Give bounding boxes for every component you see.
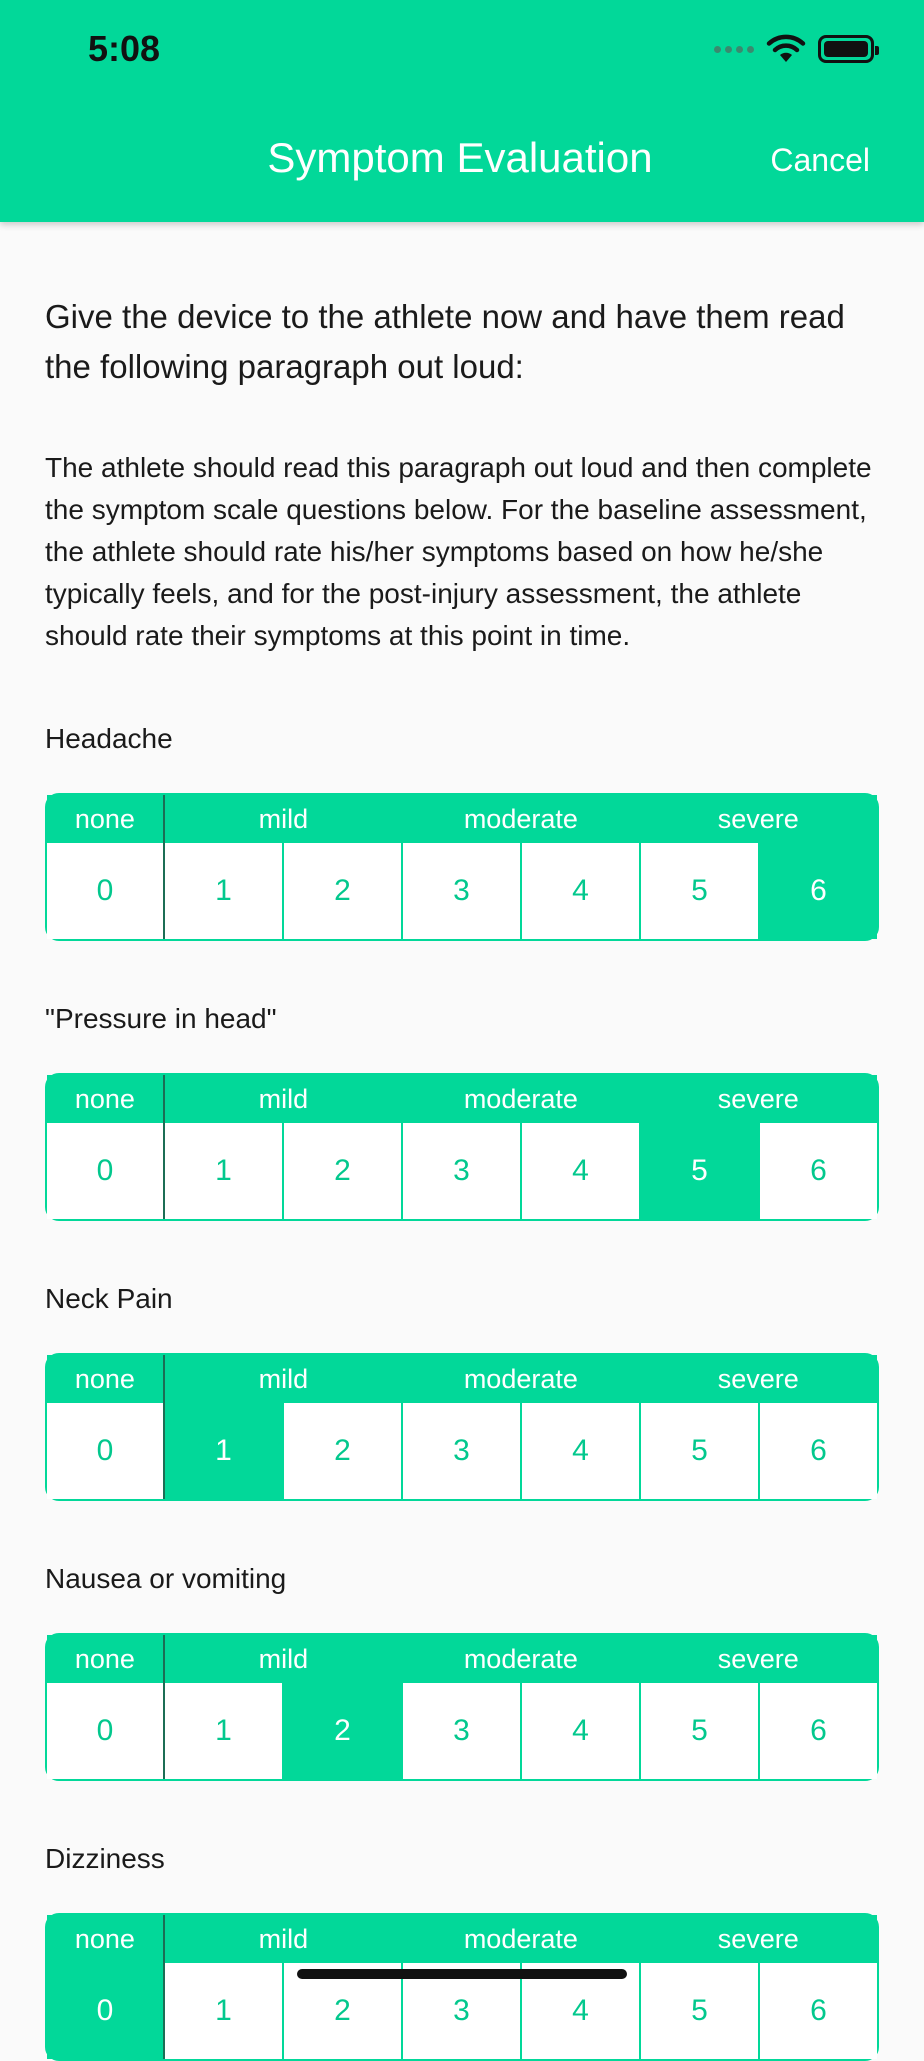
scale-option-5[interactable]: 5: [641, 1683, 760, 1779]
scale-option-6[interactable]: 6: [760, 1123, 877, 1219]
scale-header-mild: mild: [258, 1083, 309, 1114]
scale-option-4[interactable]: 4: [522, 1683, 641, 1779]
scale-header-mild: mild: [258, 1363, 309, 1394]
scale-header-none: none: [47, 1915, 165, 1963]
main-content: [45, 222, 879, 2061]
scale-option-3[interactable]: 3: [403, 1963, 522, 2059]
scale-header-none: none: [47, 1635, 165, 1683]
status-time: 5:08: [88, 28, 161, 69]
reading-paragraph: The athlete should read this paragraph out loud and then complete the symptom scale questions below. For the baseline assessment, the athlete should rate his/her symptoms based on how he/she typically feels, and for the post-injury assessment, the athlete should rate their symptoms at this point in time.: [45, 452, 872, 651]
scale-header: [47, 1355, 877, 1403]
scale-option-2[interactable]: 2: [284, 1683, 403, 1779]
scale-header-none: none: [47, 1075, 165, 1123]
wifi-icon: [766, 34, 806, 64]
scale-header-mild: mild: [258, 1923, 309, 1954]
scale-header-mild: mild: [258, 1643, 309, 1674]
scale-option-2[interactable]: 2: [284, 1963, 403, 2059]
symptom-question: [45, 1559, 879, 1781]
scale-option-4[interactable]: 4: [522, 1123, 641, 1219]
battery-icon: [818, 35, 874, 63]
scale-header-severe: severe: [717, 1923, 799, 1954]
symptom-scale: [45, 1633, 879, 1781]
scale-option-2[interactable]: 2: [284, 843, 403, 939]
scale-option-5[interactable]: 5: [641, 1963, 760, 2059]
nav-header: [0, 0, 924, 222]
scale-header: [47, 1075, 877, 1123]
scale-option-0[interactable]: 0: [47, 1123, 165, 1219]
symptom-questions: [45, 719, 879, 2061]
scale-options: [47, 843, 877, 939]
scale-header: [47, 795, 877, 843]
scale-option-3[interactable]: 3: [403, 1123, 522, 1219]
scale-header-none: none: [47, 1355, 165, 1403]
scale-option-1[interactable]: 1: [165, 1403, 284, 1499]
scale-header-moderate: moderate: [463, 1363, 578, 1394]
symptom-label: Dizziness: [45, 1843, 165, 1874]
scale-option-6[interactable]: 6: [760, 843, 877, 939]
scale-header-severe: severe: [717, 1083, 799, 1114]
symptom-question: [45, 1839, 879, 2061]
scale-options: [47, 1683, 877, 1779]
symptom-label: Nausea or vomiting: [45, 1563, 287, 1594]
symptom-question: [45, 999, 879, 1221]
symptom-scale: [45, 793, 879, 941]
symptom-label: "Pressure in head": [45, 1003, 277, 1034]
scale-option-0[interactable]: 0: [47, 1403, 165, 1499]
home-indicator[interactable]: [297, 1969, 627, 1979]
scale-header-moderate: moderate: [463, 1083, 578, 1114]
scale-option-0[interactable]: 0: [47, 843, 165, 939]
symptom-question: [45, 1279, 879, 1501]
cellular-signal-icon: [714, 46, 754, 53]
scale-options: [47, 1123, 877, 1219]
scale-option-5[interactable]: 5: [641, 1403, 760, 1499]
status-icons: [714, 34, 874, 64]
scale-option-3[interactable]: 3: [403, 1403, 522, 1499]
symptom-label: Headache: [45, 723, 173, 754]
scale-option-4[interactable]: 4: [522, 843, 641, 939]
scale-header: [47, 1635, 877, 1683]
scale-header-severe: severe: [717, 1363, 799, 1394]
scale-header-severe: severe: [717, 803, 799, 834]
page-title: Symptom Evaluation: [267, 134, 653, 181]
scale-header-moderate: moderate: [463, 803, 578, 834]
scale-option-1[interactable]: 1: [165, 1683, 284, 1779]
scale-header-moderate: moderate: [463, 1643, 578, 1674]
instruction-text: Give the device to the athlete now and have them read the following paragraph out loud:: [45, 298, 845, 385]
scale-header-mild: mild: [258, 803, 309, 834]
scale-option-0[interactable]: 0: [47, 1963, 165, 2059]
scale-option-6[interactable]: 6: [760, 1403, 877, 1499]
scale-header-severe: severe: [717, 1643, 799, 1674]
scale-option-6[interactable]: 6: [760, 1963, 877, 2059]
symptom-scale: [45, 1353, 879, 1501]
symptom-question: [45, 719, 879, 941]
scale-header-none: none: [47, 795, 165, 843]
scale-option-4[interactable]: 4: [522, 1963, 641, 2059]
scale-option-5[interactable]: 5: [641, 1123, 760, 1219]
scale-options: [47, 1403, 877, 1499]
cancel-button[interactable]: Cancel: [770, 142, 870, 178]
scale-option-2[interactable]: 2: [284, 1403, 403, 1499]
scale-option-0[interactable]: 0: [47, 1683, 165, 1779]
symptom-label: Neck Pain: [45, 1283, 173, 1314]
scale-option-6[interactable]: 6: [760, 1683, 877, 1779]
scale-option-2[interactable]: 2: [284, 1123, 403, 1219]
scale-header-moderate: moderate: [463, 1923, 578, 1954]
scale-option-1[interactable]: 1: [165, 1963, 284, 2059]
scale-header: [47, 1915, 877, 1963]
scale-option-3[interactable]: 3: [403, 843, 522, 939]
scale-option-1[interactable]: 1: [165, 1123, 284, 1219]
scale-option-1[interactable]: 1: [165, 843, 284, 939]
symptom-scale: [45, 1073, 879, 1221]
scale-option-3[interactable]: 3: [403, 1683, 522, 1779]
scale-option-5[interactable]: 5: [641, 843, 760, 939]
scale-option-4[interactable]: 4: [522, 1403, 641, 1499]
symptom-scale: [45, 1913, 879, 2061]
